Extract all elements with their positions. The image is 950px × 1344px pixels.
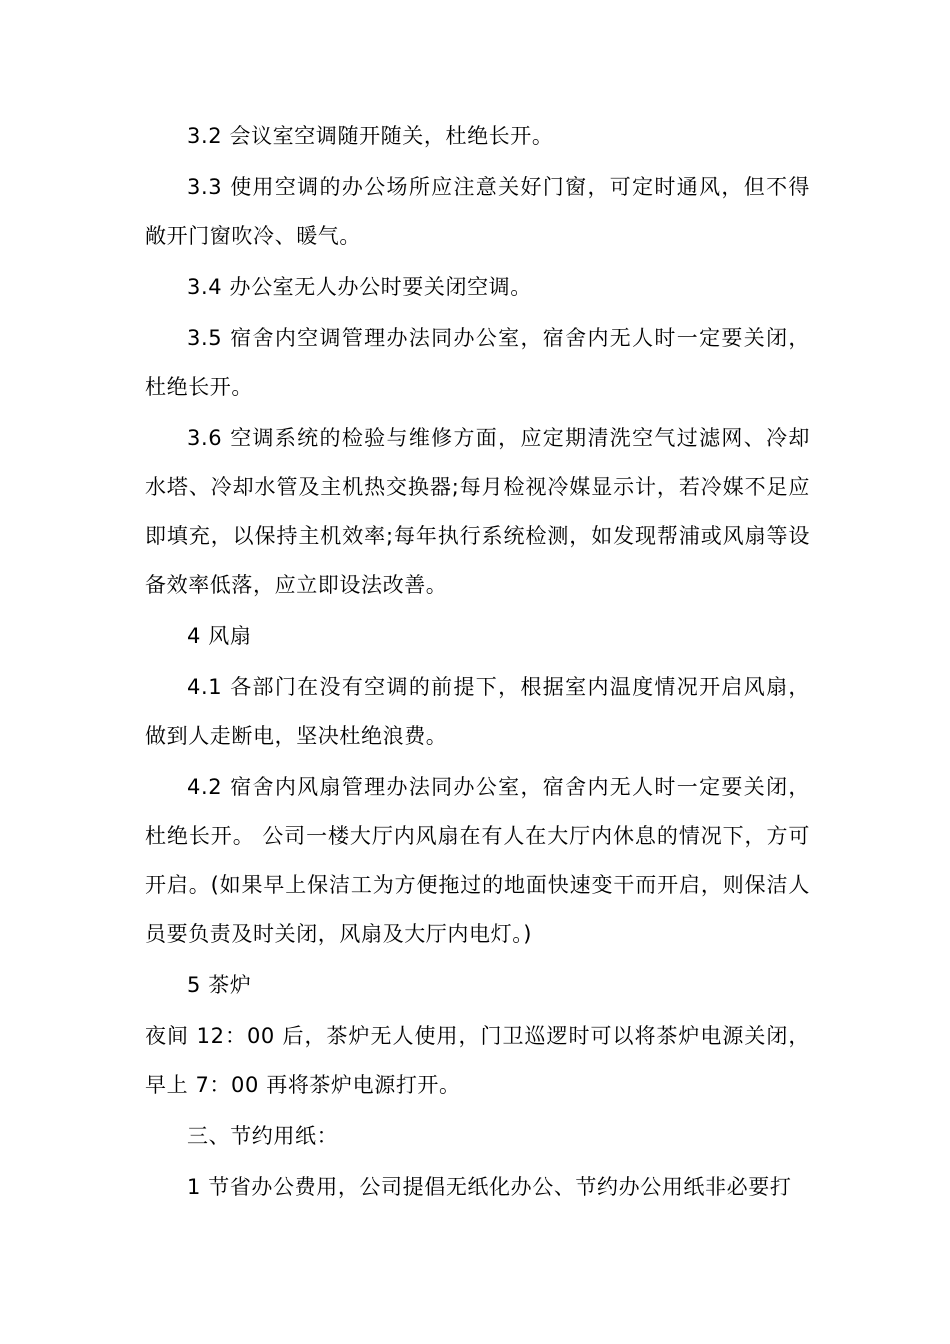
heading-5-tea-boiler: 5 茶炉 <box>187 973 252 997</box>
heading-section-3-paper: 三、节约用纸： <box>187 1124 339 1148</box>
heading-4-fan: 4 风扇 <box>187 624 252 648</box>
paragraph-3-5: 3.5 宿舍内空调管理办法同办公室，宿舍内无人时一定要关闭，杜绝长开。 <box>145 326 810 399</box>
paragraph-3-3: 3.3 使用空调的办公场所应注意关好门窗，可定时通风，但不得敞开门窗吹冷、暖气。 <box>145 175 810 248</box>
paragraph-3-6: 3.6 空调系统的检验与维修方面，应定期清洗空气过滤网、冷却水塔、冷却水管及主机热交换器;每月检视冷媒显示计，若冷媒不足应即填充，以保持主机效率;每年执行系统检测，如发现帮浦或风扇等设备效率低落，应立即设法改善。 <box>145 426 810 597</box>
paragraph-4-1: 4.1 各部门在没有空调的前提下，根据室内温度情况开启风扇，做到人走断电，坚决杜绝浪费。 <box>145 675 810 748</box>
paragraph-3-2: 3.2 会议室空调随开随关，杜绝长开。 <box>187 124 554 148</box>
paragraph-paper-1: 1 节省办公费用，公司提倡无纸化办公、节约办公用纸非必要打 <box>187 1175 792 1199</box>
document-body <box>145 112 810 1214</box>
paragraph-3-4: 3.4 办公室无人办公时要关闭空调。 <box>187 275 532 299</box>
paragraph-4-2: 4.2 宿舍内风扇管理办法同办公室，宿舍内无人时一定要关闭，杜绝长开。 公司一楼大厅内风扇在有人在大厅内休息的情况下，方可开启。(如果早上保洁工为方便拖过的地面快速变干而开启，则保洁人员要负责及时关闭，风扇及大厅内电灯。) <box>145 775 810 946</box>
paragraph-tea-boiler: 夜间 12：00 后，茶炉无人使用，门卫巡逻时可以将茶炉电源关闭，早上 7：00 再将茶炉电源打开。 <box>145 1024 810 1097</box>
